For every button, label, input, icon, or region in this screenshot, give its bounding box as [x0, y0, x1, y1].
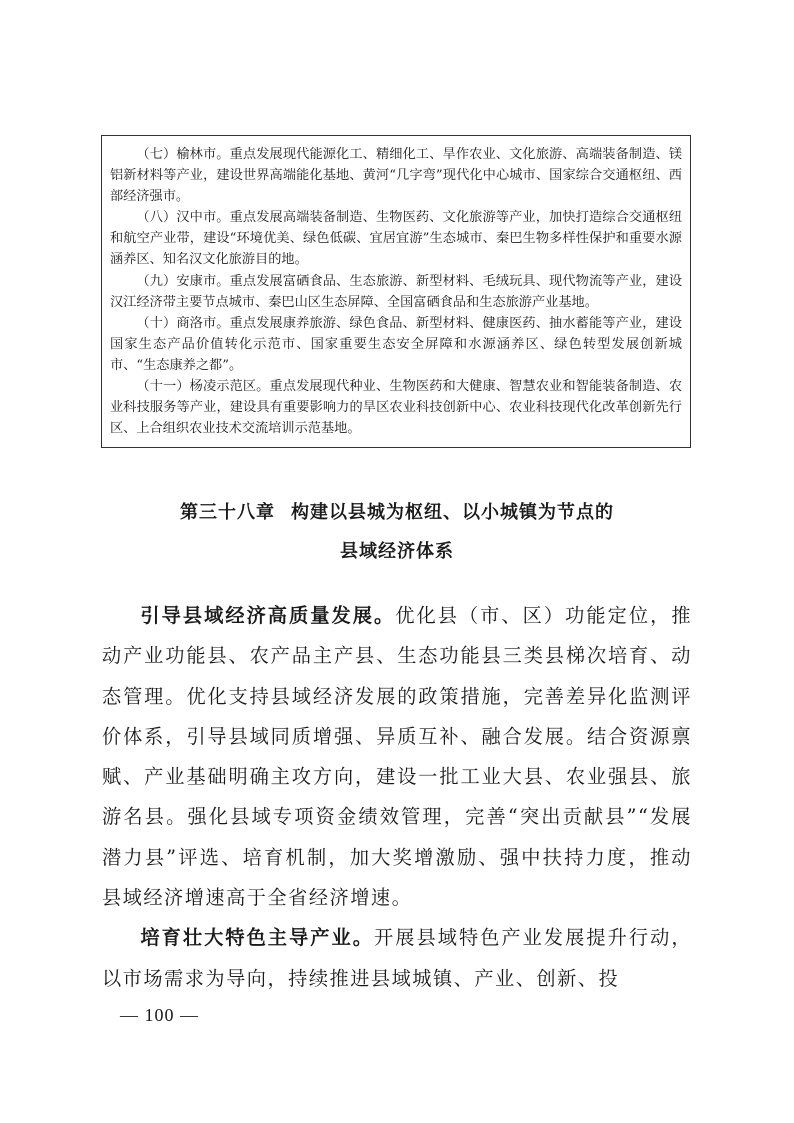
paragraph-lead: 培育壮大特色主导产业。	[140, 926, 374, 950]
box-paragraph-yulin	[110, 144, 682, 207]
chapter-heading-line1	[80, 500, 714, 526]
box-paragraph-text: 重点发展康养旅游、绿色食品、新型材料、健康医药、抽水蓄能等产业，建设国家生态产品价值转化示范市、国家重要生态安全屏障和水源涵养区、绿色转型发展创新城市、“生态康养之都”。	[110, 315, 683, 373]
box-paragraph-yangling	[110, 376, 682, 439]
box-paragraph-text: 重点发展富硒食品、生态旅游、新型材料、毛绒玩具、现代物流等产业，建设汉江经济带主要节点城市、秦巴山区生态屏障、全国富硒食品和生态旅游产业基地。	[110, 273, 683, 310]
page-number: — 100 —	[120, 1005, 199, 1025]
body-paragraph	[102, 596, 692, 918]
box-paragraph-shangluo	[110, 313, 682, 376]
box-paragraph-ankang	[110, 271, 682, 313]
body-text	[102, 596, 692, 999]
box-paragraph-text: 重点发展现代种业、生物医药和大健康、智慧农业和智能装备制造、农业科技服务等产业，建设具有重要影响力的旱区农业科技创新中心、农业科技现代化改革创新先行区、上合组织农业技术交流培训示范基地。	[110, 379, 683, 437]
chapter-title-line1: 构建以县城为枢纽、以小城镇为节点的	[291, 502, 614, 523]
city-positioning-box	[101, 135, 691, 448]
paragraph-text: 优化县（市、区）功能定位，推动产业功能县、农产品主产县、生态功能县三类县梯次培育、动态管理。优化支持县域经济发展的政策措施，完善差异化监测评价体系，引导县域同质增强、异质互补、融合发展。结合资源禀赋、产业基础明确主攻方向，建设一批工业大县、农业强县、旅游名县。强化县域专项资金绩效管理，完善“突出贡献县”“发展潜力县”评选、培育机制，加大奖增激励、强中扶持力度，推动县域经济增速高于全省经济增速。	[102, 604, 693, 910]
box-paragraph-lead: （九）安康市。	[136, 273, 230, 289]
paragraph-text: 开展县域特色产业发展提升行动，以市场需求为导向，持续推进县域城镇、产业、创新、投	[102, 926, 693, 990]
box-paragraph-lead: （八）汉中市。	[136, 210, 230, 226]
chapter-heading	[80, 500, 714, 565]
body-paragraph	[102, 918, 692, 999]
box-paragraph-text: 重点发展现代能源化工、精细化工、旱作农业、文化旅游、高端装备制造、镁铝新材料等产业，建设世界高端能化基地、黄河“几字弯”现代化中心城市、国家综合交通枢纽、西部经济强市。	[110, 147, 683, 205]
paragraph-lead: 引导县域经济高质量发展。	[140, 604, 396, 627]
box-paragraph-lead: （七）榆林市。	[136, 147, 230, 162]
box-paragraph-lead: （十）商洛市。	[136, 315, 230, 331]
box-paragraph-lead: （十一）杨凌示范区。	[136, 379, 270, 395]
box-paragraph-hanzhong	[110, 207, 682, 270]
chapter-number: 第三十八章	[180, 502, 275, 523]
box-paragraph-text: 重点发展高端装备制造、生物医药、文化旅游等产业，加快打造综合交通枢纽和航空产业带，建设“环境优美、绿色低碳、宜居宜游”生态城市、秦巴生物多样性保护和重要水源涵养区、知名汉文化旅游目的地。	[110, 210, 683, 268]
chapter-title-line2: 县域经济体系	[340, 541, 454, 562]
